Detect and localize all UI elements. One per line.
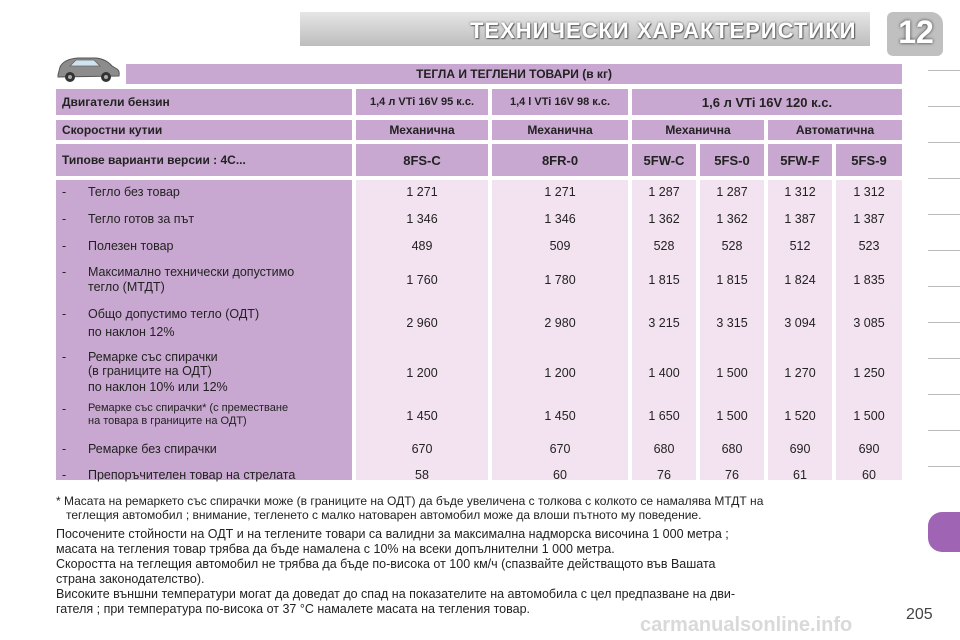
table-cell: 670 [549,442,571,456]
engine-label: Двигатели бензин [56,89,352,115]
table-cell: 76 [725,468,739,482]
side-tab[interactable] [928,142,960,173]
table-cell: 58 [415,468,429,482]
table-cell: 509 [549,239,571,253]
paragraph-line: масата на тегления товар трябва да бъде намалена с 10% на всеки допълнителни 1 000 метра. [56,542,615,556]
table-cell: 60 [553,468,567,482]
table-cell: 523 [858,239,880,253]
table-cell: 1 362 [648,212,680,226]
gearbox-header: Механична [356,120,488,140]
table-cell: 3 094 [784,316,816,330]
side-tab[interactable] [928,358,960,389]
table-cell: 1 835 [853,273,885,287]
variant-label-filler [272,144,352,176]
side-tab[interactable] [928,430,960,461]
table-cell: 1 520 [784,409,816,423]
side-tabs [928,70,960,640]
table-cell: 1 500 [716,409,748,423]
table-title: ТЕГЛА И ТЕГЛЕНИ ТОВАРИ (в кг) [126,64,902,84]
table-cell: 512 [789,239,811,253]
table-cell: 670 [411,442,433,456]
table-cell: 1 312 [853,185,885,199]
table-cell: 1 287 [648,185,680,199]
table-cell: 1 200 [544,366,576,380]
side-tab[interactable] [928,322,960,353]
table-cell: 1 270 [784,366,816,380]
table-cell: 2 960 [406,316,438,330]
variant-header: 5FS-0 [700,144,764,176]
table-cell: 528 [653,239,675,253]
table-cell: 1 346 [544,212,576,226]
car-icon [52,53,122,85]
table-cell: 1 346 [406,212,438,226]
table-cell: 1 312 [784,185,816,199]
gearbox-header: Механична [632,120,764,140]
variant-label: Типове варианти версии : 4C... [56,144,276,176]
paragraph-line: Високите външни температури могат да доведат до спад на показателите на автомобила с цел предпазване на дви- [56,587,736,601]
variant-header: 8FR-0 [492,144,628,176]
table-cell: 1 450 [544,409,576,423]
table-cell: 1 400 [648,366,680,380]
table-cell: 3 085 [853,316,885,330]
engine-header: 1,6 л VTi 16V 120 к.с. [632,89,902,115]
gearbox-label: Скоростни кутии [56,120,352,140]
page-title: ТЕХНИЧЕСКИ ХАРАКТЕРИСТИКИ [470,18,857,43]
side-tab[interactable] [928,214,960,245]
watermark: carmanualsonline.info [640,614,853,636]
paragraph-line: страна законодателство). [56,572,205,586]
table-cell: 1 387 [853,212,885,226]
table-cell: 680 [721,442,743,456]
table-cell: 1 387 [784,212,816,226]
table-cell: 1 650 [648,409,680,423]
table-cell: 1 824 [784,273,816,287]
engine-header: 1,4 л VTi 16V 95 к.с. [356,89,488,115]
table-cell: 1 500 [853,409,885,423]
variant-header: 5FS-9 [836,144,902,176]
side-tab[interactable] [928,106,960,137]
table-cell: 1 200 [406,366,438,380]
side-tab[interactable] [928,286,960,317]
table-cell: 1 815 [648,273,680,287]
table-cell: 489 [411,239,433,253]
side-tab[interactable] [928,178,960,209]
table-cell: 1 287 [716,185,748,199]
side-tab[interactable] [928,250,960,281]
table-cell: 1 362 [716,212,748,226]
paragraph-line: Посочените стойности на ОДТ и на теглените товари са валидни за максимална надморска височина 1 000 метра ; [56,527,729,541]
page-number: 205 [906,606,933,623]
table-cell: 680 [653,442,675,456]
footnote-line: * Масата на ремаркето със спирачки може (в границите на ОДТ) да бъде увеличена с толкова с колкото се намалява МТДТ на [56,494,764,508]
gearbox-header: Автоматична [768,120,902,140]
engine-header: 1,4 l VTi 16V 98 к.с. [492,89,628,115]
side-tab[interactable] [928,70,960,101]
table-cell: 60 [862,468,876,482]
table-cell: 690 [858,442,880,456]
table-cell: 1 780 [544,273,576,287]
chapter-number: 12 [898,14,934,50]
variant-header: 8FS-C [356,144,488,176]
table-cell: 3 315 [716,316,748,330]
table-cell: 76 [657,468,671,482]
table-cell: 61 [793,468,807,482]
side-tab-active[interactable] [928,512,960,552]
gearbox-header: Механична [492,120,628,140]
table-cell: 1 271 [544,185,576,199]
table-cell: 3 215 [648,316,680,330]
table-cell: 690 [789,442,811,456]
side-tab[interactable] [928,394,960,425]
table-cell: 1 250 [853,366,885,380]
paragraph-line: гателя ; при температура по-висока от 37 °C намалете масата на тегления товар. [56,602,530,616]
paragraph-line: Скоростта на теглещия автомобил не трябва да бъде по-висока от 100 км/ч (спазвайте действащото във Вашата [56,557,716,571]
table-cell: 1 760 [406,273,438,287]
variant-header: 5FW-F [768,144,832,176]
table-cell: 2 980 [544,316,576,330]
table-cell: 1 500 [716,366,748,380]
side-tab[interactable] [928,466,960,497]
table-cell: 1 450 [406,409,438,423]
table-cell: 1 271 [406,185,438,199]
table-cell: 528 [721,239,743,253]
footnote-line: теглещия автомобил ; внимание, тегленето с малко натоварен автомобил може да влоши пътното му поведение. [66,508,702,522]
variant-header: 5FW-C [632,144,696,176]
table-cell: 1 815 [716,273,748,287]
